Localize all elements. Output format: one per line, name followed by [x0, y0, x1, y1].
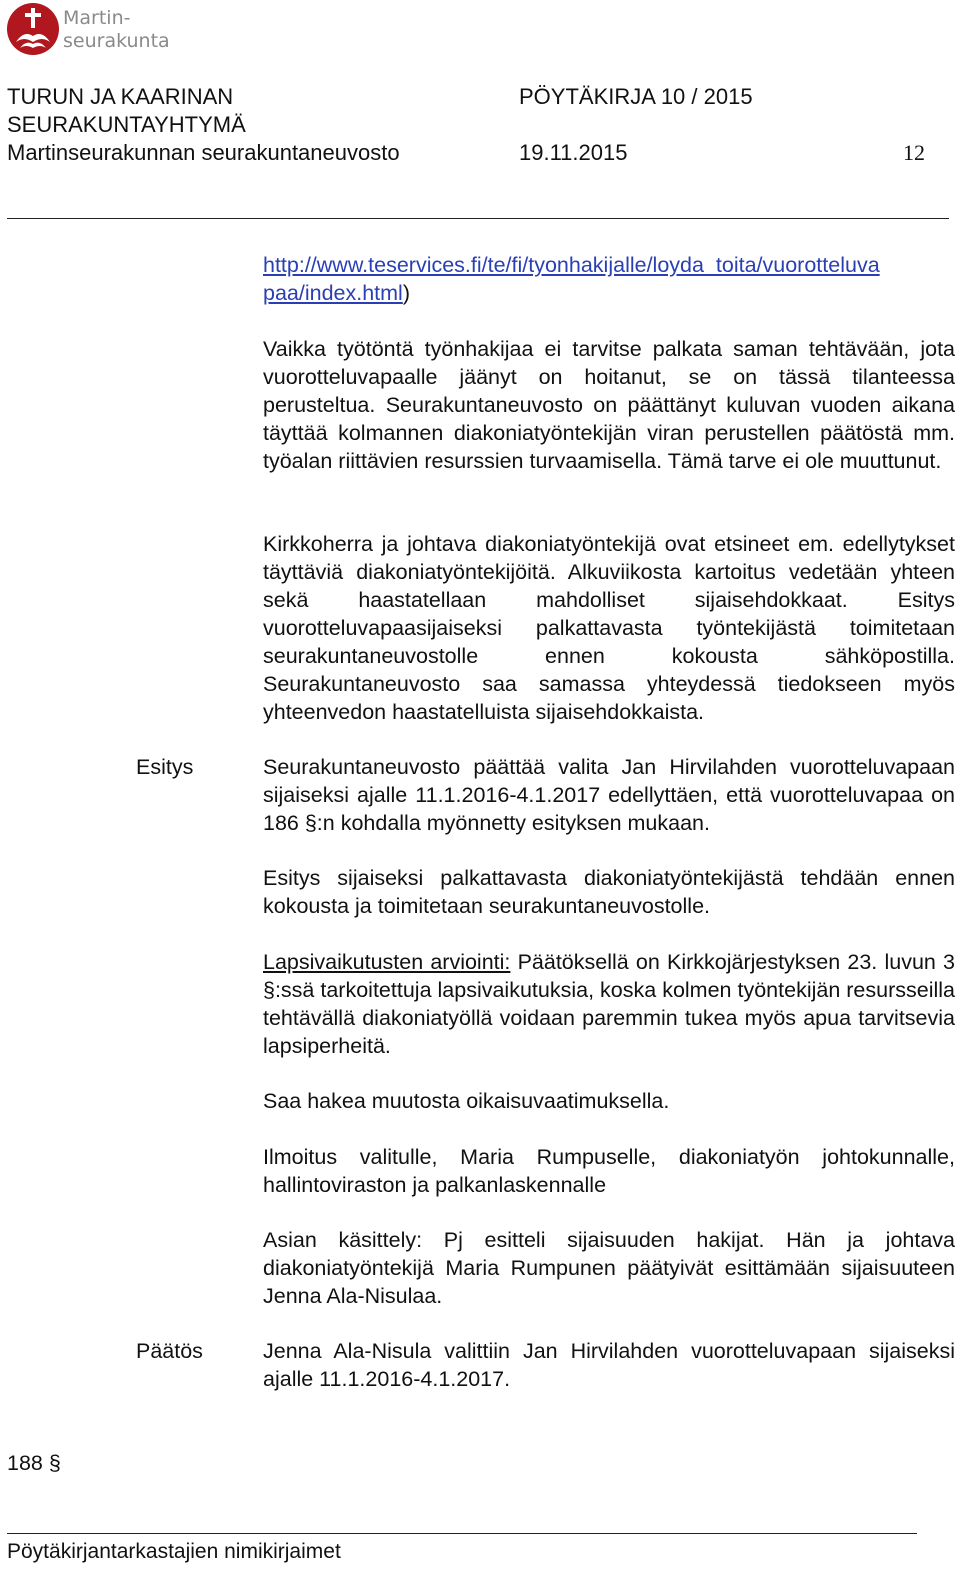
document-title: PÖYTÄKIRJA 10 / 2015	[519, 84, 753, 109]
child-impact-label: Lapsivaikutusten arviointi:	[263, 950, 511, 974]
logo-line-1: Martin-	[63, 7, 131, 29]
paragraph-child-impact	[263, 948, 955, 1060]
paragraph-proposal-delivery: Esitys sijaiseksi palkattavasta diakoniatyöntekijästä tehdään ennen kokousta ja toimitetaan seurakuntaneuvostolle.	[263, 866, 955, 918]
paragraph-decision: Jenna Ala-Nisula valittiin Jan Hirvilahden vuorotteluvapaan sijaiseksi ajalle 11.1.2016-4.1.2017.	[263, 1339, 955, 1391]
footer-initials-label: Pöytäkirjantarkastajien nimikirjaimet	[7, 1540, 341, 1563]
footer-divider	[7, 1533, 917, 1534]
reference-link-close: )	[402, 281, 411, 305]
page-number: 12	[903, 140, 925, 165]
meeting-date: 19.11.2015	[519, 140, 628, 165]
org-name-line-1: TURUN JA KAARINAN	[7, 84, 234, 109]
reference-link-line-1[interactable]: http://www.teservices.fi/te/fi/tyonhakijalle/loyda_toita/vuorotteluva	[263, 253, 880, 277]
esitys-label: Esitys	[136, 755, 194, 779]
parish-logo	[6, 2, 196, 58]
paragraph-discussion: Asian käsittely: Pj esitteli sijaisuuden hakijat. Hän ja johtava diakoniatyöntekijä Maria Rumpunen päätyivät esittämään sijaisuuteen Jenna Ala-Nisulaa.	[263, 1228, 955, 1308]
logo-line-2: seurakunta	[63, 30, 170, 52]
org-name-line-2: SEURAKUNTAYHTYMÄ	[7, 112, 246, 137]
org-name-line-3: Martinseurakunnan seurakuntaneuvosto	[7, 140, 400, 165]
header-divider	[7, 218, 949, 219]
paragraph-justification: Vaikka työtöntä työnhakijaa ei tarvitse palkata saman tehtävään, jota vuorotteluvapaalle jäänyt on hoitanut, se on tässä tilanteessa perusteltua. Seurakuntaneuvosto on päättänyt kuluvan vuoden aikana täyttää kolmannen diakoniatyöntekijän viran perustellen päätöstä mm. työalan riittävien resurssien turvaamisella. Tämä tarve ei ole muuttunut.	[263, 337, 955, 473]
parish-emblem-icon	[6, 2, 60, 56]
logo-wordmark	[63, 7, 170, 53]
paragraph-appeal: Saa hakea muutosta oikaisuvaatimuksella.	[263, 1089, 670, 1113]
child-impact-text: Päätöksellä on Kirkkojärjestyksen 23. luvun 3 §:ssä tarkoitettuja lapsivaikutuksia, koska kolmen työntekijän resursseilla tehtävällä diakoniatyöllä voidaan paremmin tukea myös apua tarvitsevia lapsiperheitä.	[263, 950, 955, 1058]
reference-link-line-2[interactable]: paa/index.html	[263, 281, 403, 305]
paragraph-proposal: Seurakuntaneuvosto päättää valita Jan Hirvilahden vuorotteluvapaan sijaiseksi ajalle 11.1.2016-4.1.2017 edellyttäen, että vuorotteluvapaa on 186 §:n kohdalla myönnetty esityksen mukaan.	[263, 755, 955, 835]
paragraph-candidate-search: Kirkkoherra ja johtava diakoniatyöntekijä ovat etsineet em. edellytykset täyttäviä diakoniatyöntekijöitä. Alkuviikosta kartoitus vedetään yhteen sekä haastatellaan mahdolliset sijaisehdokkaat. Esitys vuorotteluvapaasijaiseksi palkattavasta työntekijästä toimitetaan seurakuntaneuvostolle ennen kokousta sähköpostilla. Seurakuntaneuvosto saa samassa yhteydessä tiedokseen myös yhteenvedon haastatelluista sijaisehdokkaista.	[263, 532, 955, 724]
paragraph-notification: Ilmoitus valitulle, Maria Rumpuselle, diakoniatyön johtokunnalle, hallintoviraston ja palkanlaskennalle	[263, 1145, 955, 1197]
paatos-label: Päätös	[136, 1339, 203, 1363]
section-number: 188 §	[7, 1451, 61, 1475]
reference-link-block	[263, 251, 955, 307]
